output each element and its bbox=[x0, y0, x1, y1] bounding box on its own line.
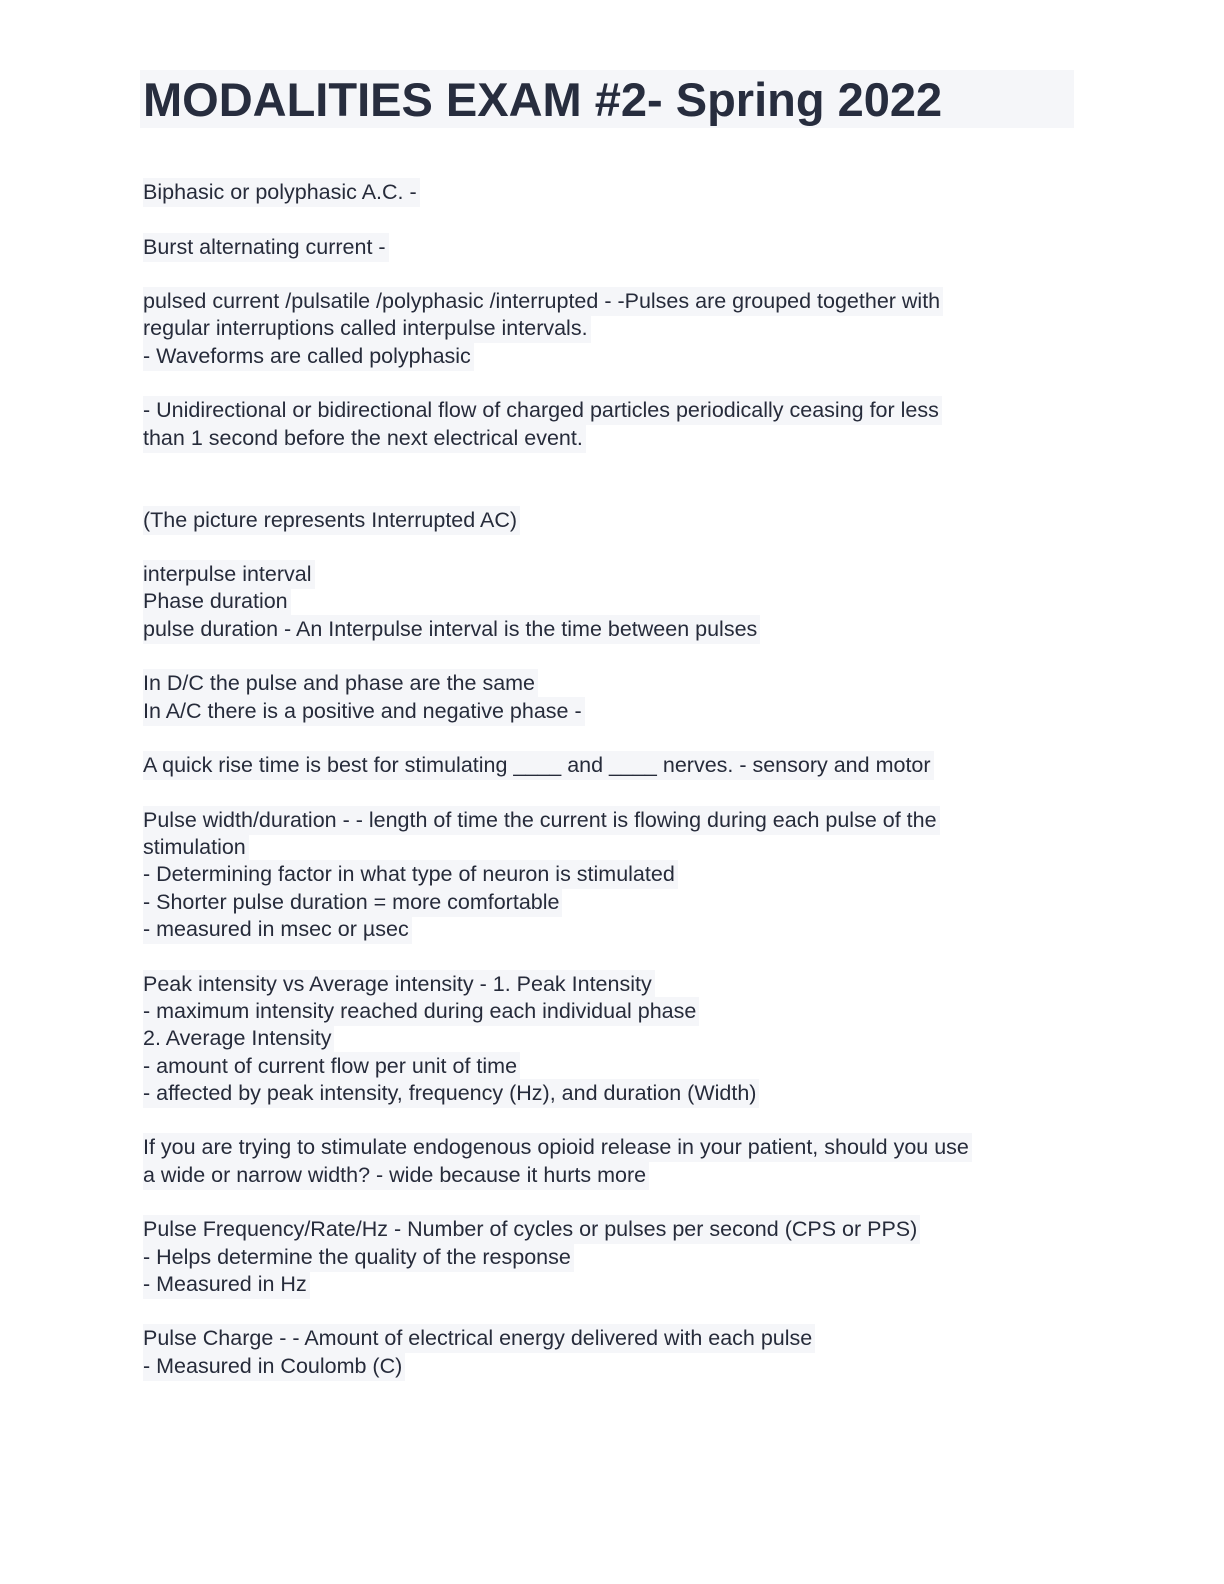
text-line bbox=[143, 698, 1083, 725]
blank-line bbox=[143, 479, 1083, 506]
document-body bbox=[143, 179, 1083, 1380]
text-line bbox=[143, 179, 1083, 206]
text-line bbox=[143, 1216, 1083, 1243]
blank-line bbox=[143, 452, 1083, 479]
blank-line bbox=[143, 780, 1083, 807]
text-line-content: Biphasic or polyphasic A.C. - bbox=[143, 178, 420, 207]
text-line bbox=[143, 1080, 1083, 1107]
blank-line bbox=[143, 1189, 1083, 1216]
text-line-content: - maximum intensity reached during each individual phase bbox=[143, 997, 699, 1026]
blank-line bbox=[143, 1298, 1083, 1325]
text-line-content: - Measured in Coulomb (C) bbox=[143, 1352, 405, 1381]
text-line bbox=[143, 343, 1083, 370]
text-line-content: Pulse Frequency/Rate/Hz - Number of cycles or pulses per second (CPS or PPS) bbox=[143, 1215, 920, 1244]
text-line bbox=[143, 1053, 1083, 1080]
text-line bbox=[143, 670, 1083, 697]
text-line-content: - amount of current flow per unit of time bbox=[143, 1052, 520, 1081]
text-line-content: - affected by peak intensity, frequency (Hz), and duration (Width) bbox=[143, 1079, 759, 1108]
text-line bbox=[143, 1271, 1083, 1298]
text-line-content: In A/C there is a positive and negative phase - bbox=[143, 697, 585, 726]
blank-line bbox=[143, 643, 1083, 670]
text-line bbox=[143, 1134, 1083, 1161]
text-line-content: than 1 second before the next electrical event. bbox=[143, 424, 586, 453]
document-title-bar bbox=[140, 70, 1074, 128]
text-line-content: - Helps determine the quality of the response bbox=[143, 1243, 574, 1272]
blank-line bbox=[143, 1107, 1083, 1134]
text-line-content: a wide or narrow width? - wide because it hurts more bbox=[143, 1161, 649, 1190]
text-line bbox=[143, 288, 1083, 315]
text-line bbox=[143, 1162, 1083, 1189]
text-line-content: - Unidirectional or bidirectional flow of charged particles periodically ceasing for less bbox=[143, 396, 942, 425]
text-line bbox=[143, 315, 1083, 342]
document-title: MODALITIES EXAM #2- Spring 2022 bbox=[143, 73, 943, 126]
blank-line bbox=[143, 261, 1083, 288]
text-line-content: Phase duration bbox=[143, 587, 291, 616]
text-line bbox=[143, 834, 1083, 861]
text-line bbox=[143, 752, 1083, 779]
text-line bbox=[143, 971, 1083, 998]
text-line bbox=[143, 397, 1083, 424]
text-line bbox=[143, 807, 1083, 834]
text-line bbox=[143, 1244, 1083, 1271]
text-line bbox=[143, 588, 1083, 615]
blank-line bbox=[143, 534, 1083, 561]
text-line bbox=[143, 425, 1083, 452]
text-line-content: - Shorter pulse duration = more comfortable bbox=[143, 888, 562, 917]
text-line bbox=[143, 1353, 1083, 1380]
text-line bbox=[143, 234, 1083, 261]
text-line bbox=[143, 561, 1083, 588]
text-line-content: - Determining factor in what type of neuron is stimulated bbox=[143, 860, 678, 889]
text-line bbox=[143, 861, 1083, 888]
text-line bbox=[143, 998, 1083, 1025]
text-line-content: - Waveforms are called polyphasic bbox=[143, 342, 474, 371]
text-line-content: pulse duration - An Interpulse interval is the time between pulses bbox=[143, 615, 760, 644]
blank-line bbox=[143, 370, 1083, 397]
text-line bbox=[143, 916, 1083, 943]
text-line-content: A quick rise time is best for stimulating ____ and ____ nerves. - sensory and motor bbox=[143, 751, 934, 780]
text-line-content: Pulse width/duration - - length of time the current is flowing during each pulse of the bbox=[143, 806, 940, 835]
text-line-content: In D/C the pulse and phase are the same bbox=[143, 669, 538, 698]
text-line-content: Pulse Charge - - Amount of electrical energy delivered with each pulse bbox=[143, 1324, 815, 1353]
text-line-content: 2. Average Intensity bbox=[143, 1024, 334, 1053]
text-line-content: If you are trying to stimulate endogenous opioid release in your patient, should you use bbox=[143, 1133, 972, 1162]
text-line bbox=[143, 1325, 1083, 1352]
text-line-content: stimulation bbox=[143, 833, 249, 862]
text-line-content: Peak intensity vs Average intensity - 1. Peak Intensity bbox=[143, 970, 655, 999]
text-line-content: Burst alternating current - bbox=[143, 233, 389, 262]
blank-line bbox=[143, 206, 1083, 233]
text-line bbox=[143, 616, 1083, 643]
text-line-content: - Measured in Hz bbox=[143, 1270, 310, 1299]
text-line bbox=[143, 1025, 1083, 1052]
text-line-content: regular interruptions called interpulse intervals. bbox=[143, 314, 591, 343]
text-line-content: interpulse interval bbox=[143, 560, 315, 589]
blank-line bbox=[143, 943, 1083, 970]
text-line bbox=[143, 889, 1083, 916]
text-line bbox=[143, 507, 1083, 534]
text-line-content: - measured in msec or µsec bbox=[143, 915, 412, 944]
text-line-content: pulsed current /pulsatile /polyphasic /interrupted - -Pulses are grouped together with bbox=[143, 287, 943, 316]
blank-line bbox=[143, 725, 1083, 752]
text-line-content: (The picture represents Interrupted AC) bbox=[143, 506, 520, 535]
